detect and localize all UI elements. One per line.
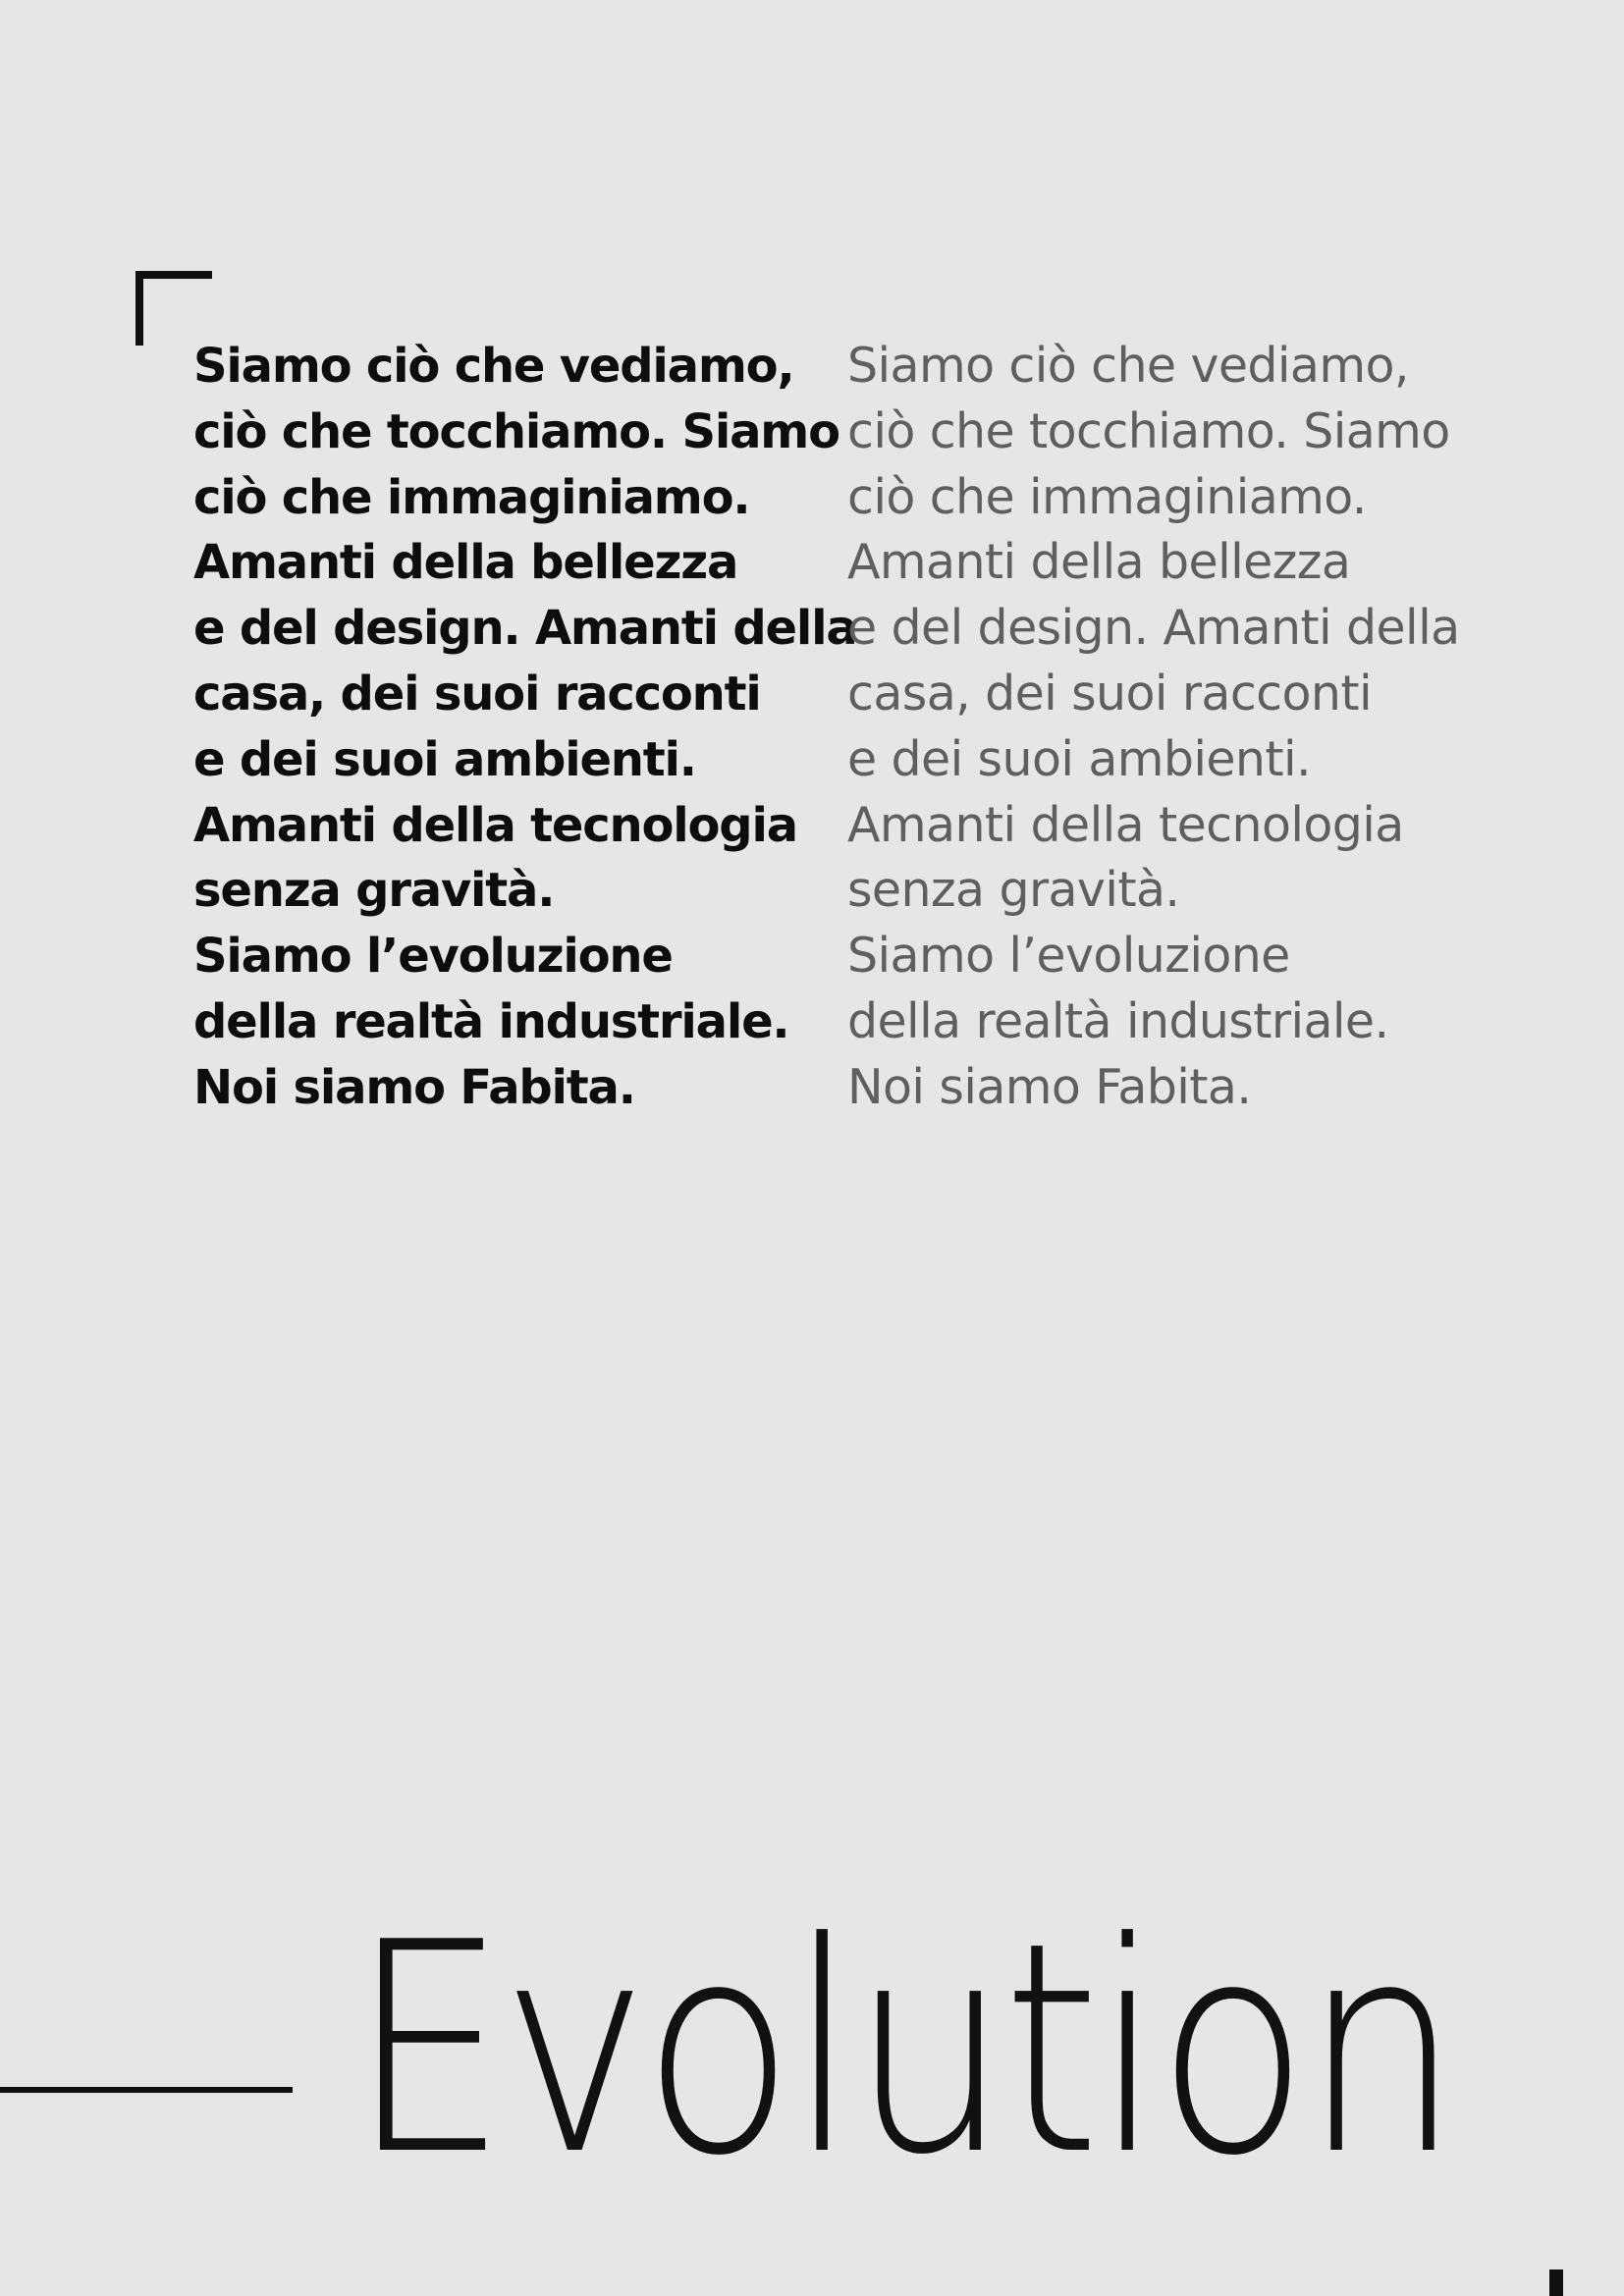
manifesto-light-line: Noi siamo Fabita.	[847, 1058, 1252, 1115]
manifesto-bold-column	[193, 334, 857, 1121]
manifesto-light-column	[847, 334, 1460, 1121]
manifesto-bold-line: Siamo l’evoluzione	[193, 929, 673, 985]
manifesto-bold-line: e del design. Amanti della	[193, 601, 857, 657]
manifesto-light-line: Amanti della tecnologia	[847, 796, 1404, 853]
manifesto-bold-line: senza gravità.	[193, 863, 555, 919]
manifesto-light-line: senza gravità.	[847, 862, 1180, 919]
manifesto-light-line: e dei suoi ambienti.	[847, 730, 1311, 787]
manifesto-bold-line: casa, dei suoi racconti	[193, 666, 761, 721]
manifesto-bold-line: e dei suoi ambienti.	[193, 731, 696, 787]
page-edge-mark	[1549, 2269, 1563, 2296]
manifesto-bold-line: Siamo ciò che vediamo,	[193, 339, 794, 394]
manifesto-light-line: casa, dei suoi racconti	[847, 665, 1372, 721]
title-dash-divider	[0, 2087, 293, 2093]
manifesto-bold-line: ciò che tocchiamo. Siamo	[193, 403, 839, 459]
manifesto-light-line: Amanti della bellezza	[847, 534, 1351, 591]
manifesto-light-line: ciò che immaginiamo.	[847, 468, 1367, 525]
manifesto-bold-line: Amanti della tecnologia	[193, 797, 797, 853]
manifesto-light-line: e del design. Amanti della	[847, 600, 1460, 657]
page-title: Evolution	[350, 1880, 1455, 2218]
manifesto-bold-line: ciò che immaginiamo.	[193, 469, 750, 525]
manifesto-bold-line: della realtà industriale.	[193, 993, 789, 1049]
manifesto-light-line: Siamo l’evoluzione	[847, 928, 1290, 985]
manifesto-light-line: della realtà industriale.	[847, 992, 1389, 1049]
manifesto-bold-line: Amanti della bellezza	[193, 535, 738, 591]
manifesto-bold-line: Noi siamo Fabita.	[193, 1059, 635, 1115]
manifesto-light-line: ciò che tocchiamo. Siamo	[847, 402, 1450, 459]
manifesto-light-line: Siamo ciò che vediamo,	[847, 338, 1409, 394]
